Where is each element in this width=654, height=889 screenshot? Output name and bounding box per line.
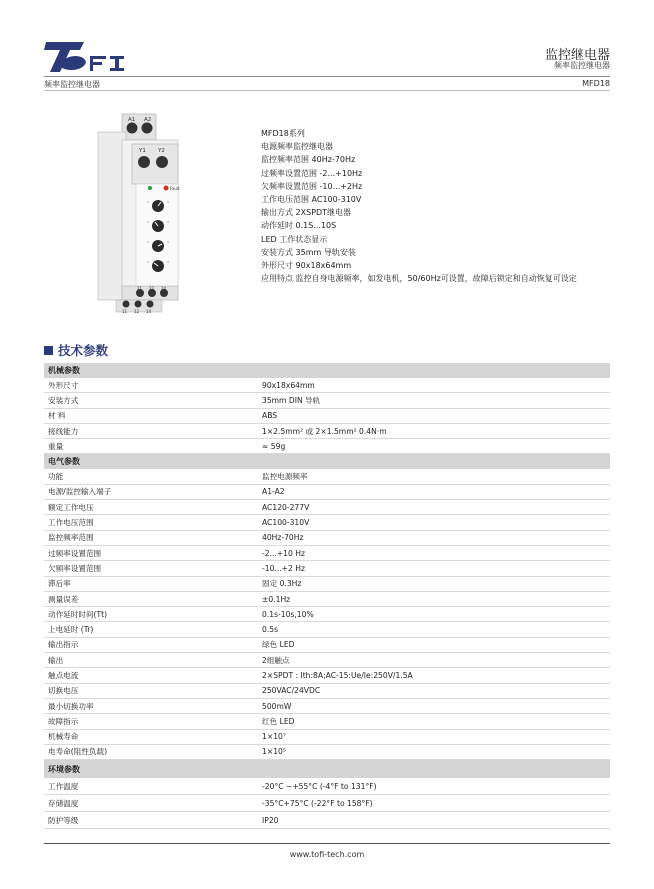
section-title xyxy=(44,341,108,359)
terminal-12: 12 xyxy=(134,309,140,314)
terminal-21: 21 xyxy=(137,286,143,291)
desc-line: 工作电压范围 AC100-310V xyxy=(261,195,362,205)
product-description xyxy=(261,127,577,285)
group-header-mechanical: 机械参数 xyxy=(44,363,610,378)
relay-device-illustration xyxy=(92,110,188,316)
fault-label: Fault xyxy=(170,186,180,191)
desc-line: 输出方式 2XSPDT继电器 xyxy=(261,208,352,218)
desc-line: 电源频率监控继电器 xyxy=(261,142,333,152)
page-subtitle: 频率监控继电器 xyxy=(554,61,610,70)
table-row: 测量误差 ±0.1Hz xyxy=(44,591,610,606)
table-row: 机械寿命 1×10⁷ xyxy=(44,729,610,744)
desc-line: LED 工作状态显示 xyxy=(261,234,328,244)
desc-line: MFD18系列 xyxy=(261,129,305,138)
table-row: 重量 ≈ 59g xyxy=(44,439,610,454)
group-header-environment: 环境参数 xyxy=(44,760,610,779)
table-row: 最小切换功率 500mW xyxy=(44,698,610,713)
table-row: 工作温度 -20°C ~+55°C (-4°F to 131°F) xyxy=(44,778,610,795)
section-title-text: 技术参数 xyxy=(58,343,109,358)
terminal-a2: A2 xyxy=(144,117,152,123)
square-bullet-icon xyxy=(44,346,53,355)
terminal-22: 22 xyxy=(149,286,155,291)
desc-line: 应用特点 监控自身电源频率，如发电机，50/60Hz可设置，故障后锁定和自动恢复可设定 xyxy=(261,274,577,284)
desc-line: 过频率设置范围 -2...+10Hz xyxy=(261,168,363,178)
table-row: 电寿命(阻性负载) 1×10⁵ xyxy=(44,744,610,759)
table-row: 功能 监控电源频率 xyxy=(44,469,610,484)
table-row: 故障指示 红色 LED xyxy=(44,714,610,729)
table-row: 外形尺寸 90x18x64mm xyxy=(44,378,610,393)
desc-line: 安装方式 35mm 导轨安装 xyxy=(261,247,356,257)
footer-divider xyxy=(44,843,610,844)
table-row: 滞后率 固定 0.3Hz xyxy=(44,576,610,591)
table-row: 切换电压 250VAC/24VDC xyxy=(44,683,610,698)
desc-line: 欠频率设置范围 -10...+2Hz xyxy=(261,181,363,191)
terminal-24: 24 xyxy=(161,286,167,291)
terminal-11: 11 xyxy=(122,309,128,314)
terminal-y2: Y2 xyxy=(158,148,165,154)
desc-line: 动作延时 0.1S...10S xyxy=(261,221,337,231)
terminal-14: 14 xyxy=(146,309,152,314)
table-row: 工作电压范围 AC100-310V xyxy=(44,515,610,530)
table-row: 输出 2组触点 xyxy=(44,653,610,668)
footer-url[interactable]: www.tofi-tech.com xyxy=(289,850,365,859)
table-row: 欠频率设置范围 -10...+2 Hz xyxy=(44,561,610,576)
table-row: 上电延时 (Tr) 0.5s xyxy=(44,622,610,637)
header-divider xyxy=(44,76,610,77)
table-row: 电源/监控输入端子 A1-A2 xyxy=(44,484,610,499)
table-row: 动作延时时间(Tt) 0.1s-10s,10% xyxy=(44,607,610,622)
table-row: 监控频率范围 40Hz-70Hz xyxy=(44,530,610,545)
terminal-y1: Y1 xyxy=(139,148,146,154)
table-row: 接线能力 1×2.5mm² 或 2×1.5mm² 0.4N·m xyxy=(44,423,610,438)
tofi-logo xyxy=(44,40,130,74)
table-row: 过频率设置范围 -2...+10 Hz xyxy=(44,545,610,560)
desc-line: 监控频率范围 40Hz-70Hz xyxy=(261,155,356,165)
group-header-electrical: 电气参数 xyxy=(44,454,610,470)
table-row: 输出指示 绿色 LED xyxy=(44,637,610,652)
model-number: MFD18 xyxy=(582,79,610,88)
table-row: 存储温度 -35°C+75°C (-22°F to 158°F) xyxy=(44,795,610,812)
header-category: 频率监控继电器 xyxy=(44,80,100,89)
header-divider-bottom xyxy=(44,90,610,91)
table-row: 安装方式 35mm DIN 导轨 xyxy=(44,393,610,408)
table-row: 额定工作电压 AC120-277V xyxy=(44,500,610,515)
desc-line: 外形尺寸 90x18x64mm xyxy=(261,261,352,271)
table-row: 材 料 ABS xyxy=(44,408,610,423)
page-title: 监控继电器 xyxy=(544,48,610,63)
table-row: 防护等级 IP20 xyxy=(44,812,610,829)
terminal-a1: A1 xyxy=(128,117,136,123)
spec-table xyxy=(44,363,610,829)
table-row: 触点电流 2×SPDT : Ith:8A;AC-15:Ue/Ie:250V/1.5A xyxy=(44,668,610,683)
